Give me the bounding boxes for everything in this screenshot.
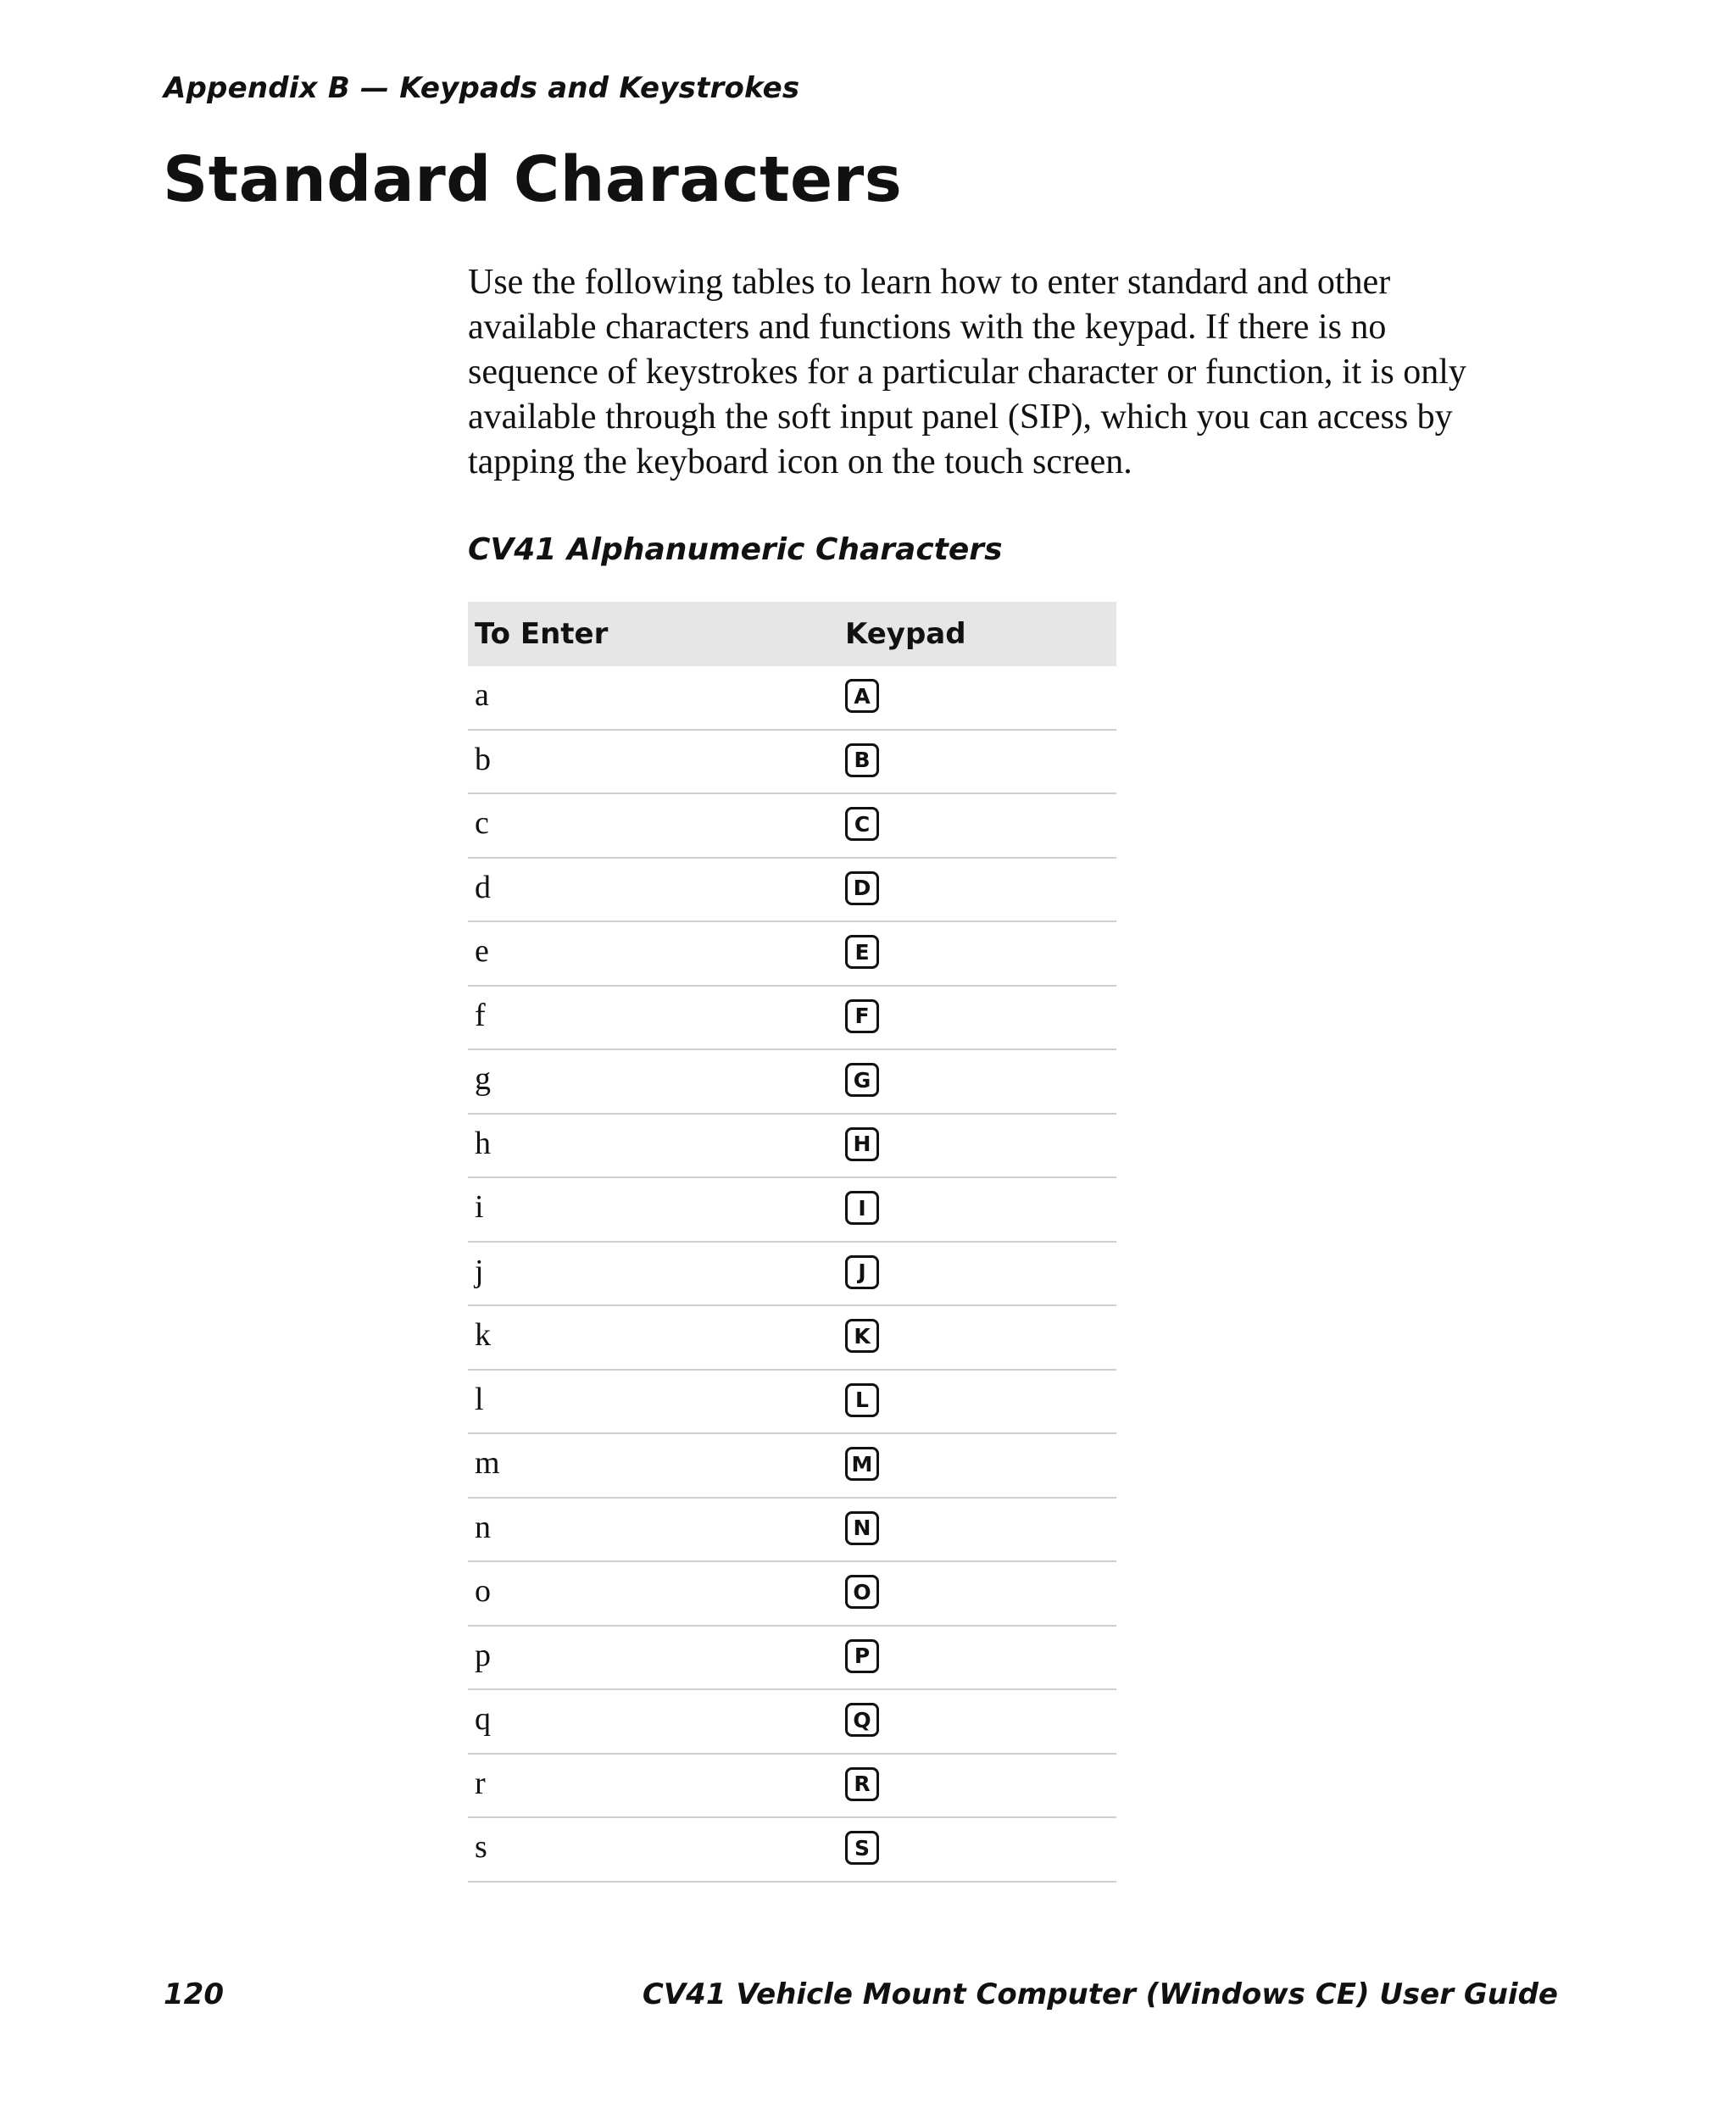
to-enter-cell: n: [475, 1509, 491, 1545]
to-enter-cell: i: [475, 1189, 484, 1225]
keypad-cell: [845, 1499, 1116, 1545]
table-row: [468, 1243, 1116, 1307]
keypad-cell: [845, 1243, 1116, 1289]
to-enter-cell: c: [475, 805, 489, 841]
keycap-icon: G: [845, 1063, 879, 1097]
keypad-cell: [845, 1434, 1116, 1481]
to-enter-cell: s: [475, 1829, 487, 1865]
keycap-icon: K: [845, 1319, 879, 1353]
table-row: [468, 1562, 1116, 1627]
keypad-cell: [845, 1627, 1116, 1673]
keypad-cell: [845, 1818, 1116, 1865]
table-row: [468, 1434, 1116, 1499]
page-title: Standard Characters: [163, 143, 903, 216]
keycap-icon: S: [845, 1831, 879, 1865]
table-row: [468, 1178, 1116, 1243]
keypad-cell: [845, 1371, 1116, 1417]
table-row: [468, 1306, 1116, 1371]
keypad-cell: [845, 922, 1116, 969]
table-row: [468, 859, 1116, 923]
keypad-cell: [845, 666, 1116, 713]
table-title: CV41 Alphanumeric Characters: [468, 532, 1003, 567]
keypad-cell: [845, 1690, 1116, 1737]
keycap-icon: O: [845, 1575, 879, 1609]
table-body: [468, 666, 1116, 1883]
keycap-icon: L: [845, 1383, 879, 1417]
keycap-icon: P: [845, 1639, 879, 1673]
to-enter-cell: m: [475, 1445, 500, 1481]
table-row: [468, 666, 1116, 731]
keypad-cell: [845, 1115, 1116, 1161]
table-row: [468, 1499, 1116, 1563]
keycap-icon: J: [845, 1255, 879, 1289]
keypad-cell: [845, 1178, 1116, 1225]
keypad-cell: [845, 1050, 1116, 1097]
keycap-icon: B: [845, 743, 879, 777]
table-row: [468, 1818, 1116, 1883]
keycap-icon: F: [845, 999, 879, 1033]
footer-guide-title: CV41 Vehicle Mount Computer (Windows CE) User Guide: [642, 1977, 1558, 2011]
keycap-icon: N: [845, 1511, 879, 1545]
to-enter-cell: a: [475, 677, 489, 713]
keypad-cell: [845, 1755, 1116, 1801]
to-enter-cell: q: [475, 1701, 491, 1737]
column-header-to-enter: To Enter: [475, 617, 609, 651]
to-enter-cell: j: [475, 1253, 484, 1289]
table-row: [468, 1115, 1116, 1179]
page-number: 120: [164, 1977, 224, 2011]
keypad-cell: [845, 731, 1116, 777]
keycap-icon: I: [845, 1191, 879, 1225]
table-row: [468, 1627, 1116, 1691]
to-enter-cell: g: [475, 1061, 491, 1097]
keycap-icon: D: [845, 871, 879, 905]
to-enter-cell: o: [475, 1573, 491, 1609]
column-header-keypad: Keypad: [845, 617, 966, 651]
table-row: [468, 1371, 1116, 1435]
keypad-cell: [845, 1562, 1116, 1609]
table-row: [468, 731, 1116, 795]
keycap-icon: E: [845, 935, 879, 969]
keypad-cell: [845, 859, 1116, 905]
intro-paragraph: Use the following tables to learn how to enter standard and other available characters and functions with the keypad. If there is no sequence of keystrokes for a particular character or function, it is only available through the soft input panel (SIP), which you can access by tapping the keyboard icon on the touch screen.: [468, 263, 1466, 481]
alphanumeric-table: [468, 602, 1116, 1883]
keycap-icon: R: [845, 1767, 879, 1801]
to-enter-cell: p: [475, 1637, 491, 1673]
keycap-icon: A: [845, 679, 879, 713]
table-row: [468, 1050, 1116, 1115]
keycap-icon: M: [845, 1447, 879, 1481]
to-enter-cell: d: [475, 869, 491, 905]
to-enter-cell: l: [475, 1381, 484, 1417]
keypad-cell: [845, 794, 1116, 841]
to-enter-cell: k: [475, 1317, 491, 1353]
to-enter-cell: e: [475, 933, 489, 969]
table-header-row: [468, 602, 1116, 666]
running-header: Appendix B — Keypads and Keystrokes: [164, 71, 800, 105]
table-row: [468, 794, 1116, 859]
to-enter-cell: r: [475, 1765, 486, 1801]
to-enter-cell: h: [475, 1125, 491, 1161]
keycap-icon: C: [845, 807, 879, 841]
table-row: [468, 1690, 1116, 1755]
table-row: [468, 922, 1116, 987]
table-row: [468, 1755, 1116, 1819]
keycap-icon: Q: [845, 1703, 879, 1737]
table-row: [468, 987, 1116, 1051]
to-enter-cell: b: [475, 741, 491, 777]
keypad-cell: [845, 987, 1116, 1033]
keycap-icon: H: [845, 1127, 879, 1161]
to-enter-cell: f: [475, 997, 486, 1033]
keypad-cell: [845, 1306, 1116, 1353]
